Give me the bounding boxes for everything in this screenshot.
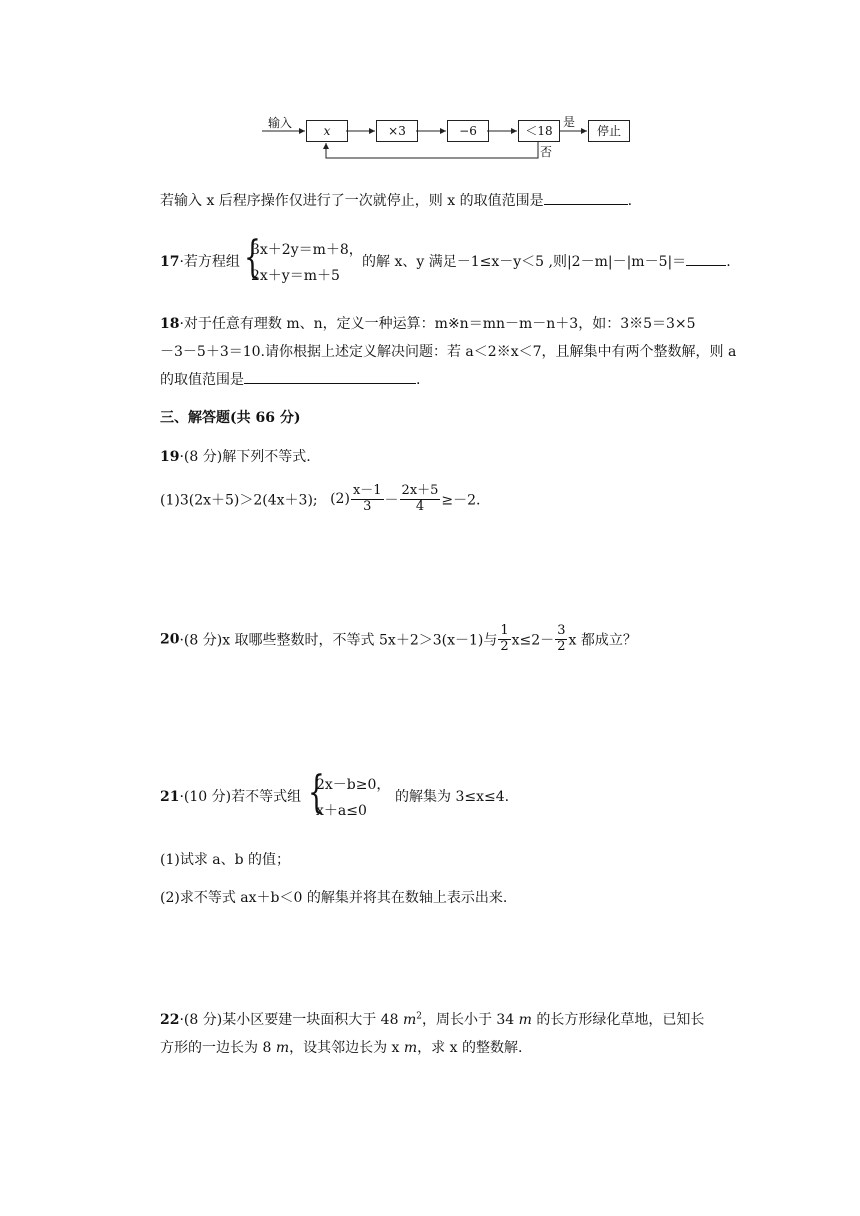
q17-answer-blank [686,251,726,266]
q20-tail: x 都成立？ [568,632,637,649]
q22-line2-c: ，求 x 的整数解. [417,1040,523,1056]
q18-line2: －3－5＋3＝10.请你根据上述定义解决问题：若 a＜2※x＜7，且解集中有两个整数解，则 a [160,344,737,360]
q21-number: 21 [160,789,180,805]
flow-no-label: 否 [540,145,553,159]
q17-lead: ·若方程组 [179,254,240,270]
q21-eq1: 2x－b≥0， [316,777,391,793]
flow-box-x: x [306,120,348,142]
q19-fraction-1: $\frac{x-1}{3}$ [352,483,382,514]
flow-input-label: 输入 [268,116,293,130]
q19-number: 19 [160,449,180,465]
q22-square: 2 [416,1011,422,1022]
q22-unit-m: m [518,1012,532,1028]
q22-unit-m: m [402,1012,417,1028]
q19-part2-tail: ≥－2. [441,492,481,509]
q16-question [160,190,632,210]
q22-unit-m: m [275,1040,290,1056]
q21-lead: ·(10 分)若不等式组 [179,789,302,805]
q20-fraction-2: $\frac{3}{2}$ [557,623,566,654]
q16-end: . [627,193,633,209]
q19-part2-lead: (2) [330,491,350,508]
flow-box-minus6: −6 [447,120,489,142]
q17-eq1: 3x＋2y＝m＋8， [251,242,363,258]
q20-mid: x≤2－ [511,632,555,649]
q22-number: 22 [160,1012,180,1028]
q17-number: 17 [160,254,180,270]
q18-answer-blank [244,369,416,384]
q18-line3-end: . [416,372,421,388]
q21-eq2: x＋a≤0 [316,803,367,819]
flow-box-lt18: ＜18 [518,120,560,142]
q20-fraction-1: $\frac{1}{2}$ [500,623,509,654]
q22-line1-a: ·(8 分)某小区要建一块面积大于 48 [179,1012,403,1028]
q22-line2-b: ，设其邻边长为 x [289,1040,404,1056]
q20-question [160,624,637,655]
q22-line1-b: ，周长小于 34 [421,1012,519,1028]
q22-line1-c: 的长方形绿化草地，已知长 [531,1012,705,1028]
q21-tail: 的解集为 3≤x≤4. [395,789,510,805]
q19-fraction-2: $\frac{2x+5}{4}$ [401,483,439,514]
q19-minus: － [384,492,399,509]
flow-connectors [0,0,860,170]
q18-line3-lead: 的取值范围是 [160,372,244,388]
q18-number: 18 [160,316,180,332]
q19-part1: (1)3(2x＋5)＞2(4x＋3); [160,492,318,509]
q17-eq2: 2x＋y＝m＋5 [251,268,340,284]
q16-text: 若输入 x 后程序操作仅进行了一次就停止，则 x 的取值范围是 [160,193,544,209]
q16-answer-blank [544,190,628,205]
flow-box-stop: 停止 [588,120,630,142]
q22-unit-m: m [403,1040,418,1056]
q22-line2-a: 方形的一边长为 8 [160,1040,276,1056]
q20-number: 20 [160,631,180,648]
q21-part1: (1)试求 a、b 的值； [160,852,291,868]
q21-part2: (2)求不等式 ax＋b＜0 的解集并将其在数轴上表示出来. [160,890,508,906]
flow-box-times3: ×3 [376,120,418,142]
q20-text: ·(8 分)x 取哪些整数时，不等式 5x＋2＞3(x－1)与 [179,632,498,649]
q17-end: . [726,254,731,270]
q19-text: ·(8 分)解下列不等式. [179,449,311,465]
q17-brace: { [244,232,261,283]
flow-yes-label: 是 [563,115,576,129]
q18-line1: ·对于任意有理数 m、n，定义一种运算：m※n＝mn－m－n＋3，如：3※5＝3×5 [179,316,696,332]
section-heading: 三、解答题(共 66 分) [160,410,301,426]
q21-brace: { [308,767,325,818]
q17-tail: 的解 x、y 满足－1≤x－y＜5 ,则|2－m|－|m－5|＝ [362,254,687,270]
